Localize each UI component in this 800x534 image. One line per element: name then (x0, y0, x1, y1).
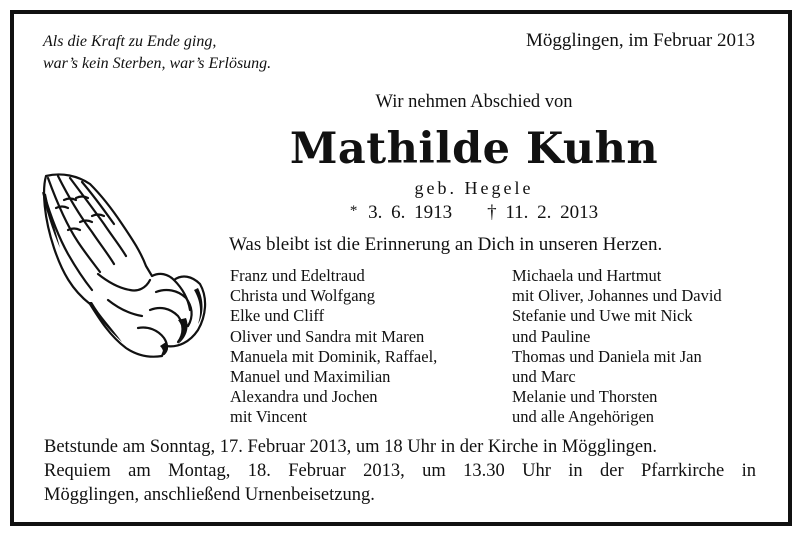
requiem-line: Requiem am Montag, 18. Februar 2013, um 13.30 Uhr in der Pfarrkirche in (44, 461, 756, 481)
mourner-entry: Stefanie und Uwe mit Nick (512, 306, 693, 326)
mourner-entry: mit Oliver, Johannes und David (512, 286, 722, 306)
death-symbol: † (487, 202, 497, 223)
mourner-entry: Michaela und Hartmut (512, 266, 662, 285)
deceased-name: Mathilde Kuhn (289, 124, 659, 174)
motto-line-1: Als die Kraft zu Ende ging, (43, 33, 217, 50)
memory-line: Was bleibt ist die Erinnerung an Dich in unseren Herzen. (229, 234, 663, 255)
mourner-entry: und alle Angehörigen (512, 407, 655, 427)
motto (43, 31, 271, 75)
place-date: Mögglingen, im Februar 2013 (525, 30, 755, 51)
birth-date: 3. 6. 1913 (368, 202, 453, 223)
mourner-entry: und Marc (512, 367, 576, 387)
mourner-entry: Thomas und Daniela mit Jan (512, 346, 702, 366)
mourner-entry: Melanie und Thorsten (512, 387, 658, 407)
praying-hands-icon (38, 170, 210, 362)
intro-text: Wir nehmen Abschied von (375, 92, 573, 112)
birth-symbol: * (349, 203, 358, 219)
mourner-entry: Oliver und Sandra mit Maren (230, 326, 425, 346)
mourner-entry: Manuel und Maximilian (230, 367, 391, 387)
mourner-entry: Franz und Edeltraud (230, 266, 365, 285)
mourner-entry: Elke und Cliff (230, 306, 325, 326)
mourners-left-column (230, 266, 437, 428)
mourner-entry: und Pauline (512, 326, 591, 346)
death-date: 11. 2. 2013 (505, 202, 599, 223)
mourner-entry: Manuela mit Dominik, Raffael, (230, 346, 438, 366)
mourner-entry: Christa und Wolfgang (230, 286, 376, 306)
mourners-right-column (512, 266, 722, 428)
mourner-entry: Alexandra und Jochen (230, 387, 378, 407)
mourner-entry: mit Vincent (230, 407, 308, 427)
burial-line: Mögglingen, anschließend Urnenbeisetzung. (44, 485, 375, 505)
prayer-service-line: Betstunde am Sonntag, 17. Februar 2013, um 18 Uhr in der Kirche in Mögglingen. (44, 437, 657, 457)
maiden-name: geb. Hegele (414, 178, 534, 198)
motto-line-2: war’s kein Sterben, war’s Erlösung. (43, 55, 272, 72)
service-details (44, 435, 756, 507)
